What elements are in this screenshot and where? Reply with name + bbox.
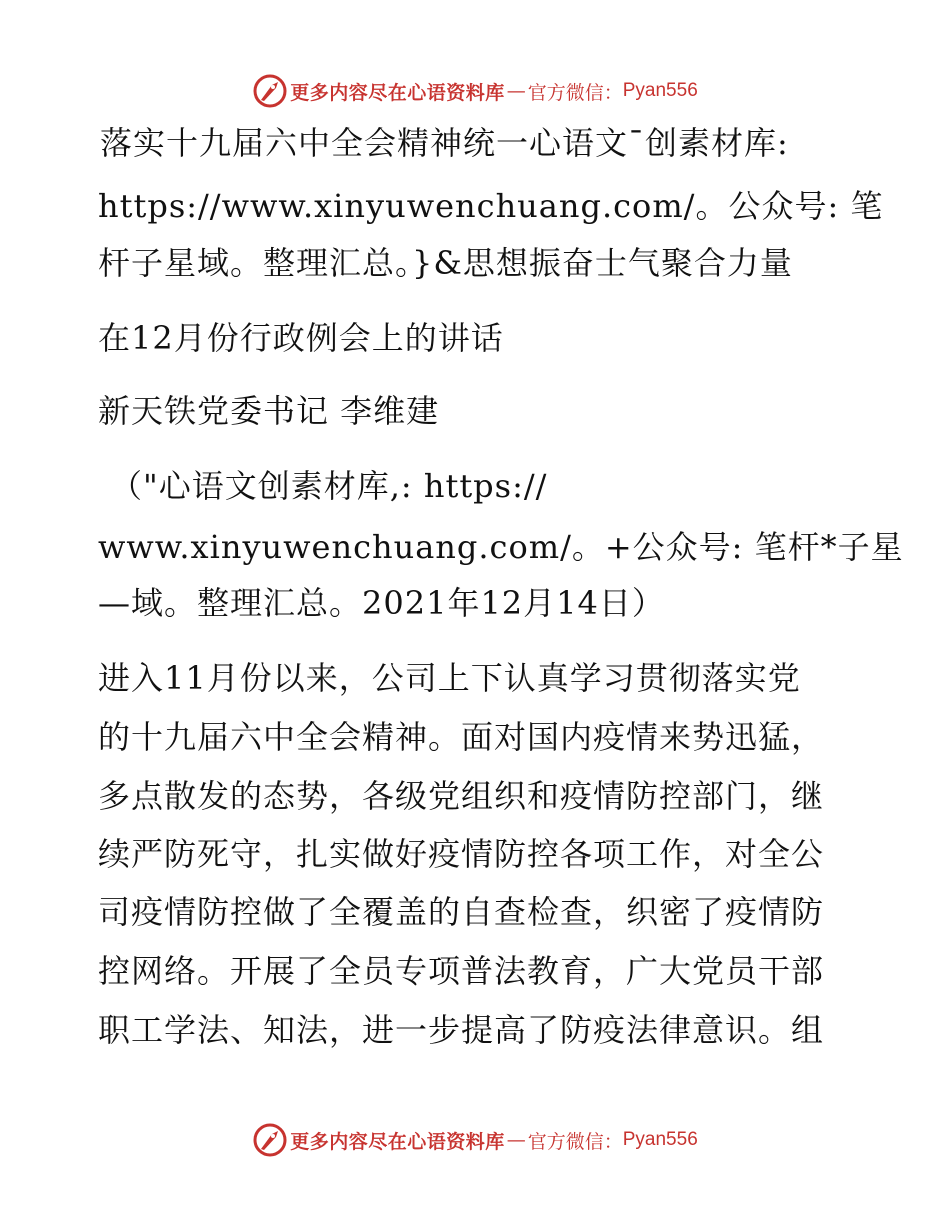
text-line: https://www.xinyuwenchuang.com/。公众号: 笔 xyxy=(98,187,884,225)
text-line: 杆子星域。整理汇总。}&思想振奋士气聚合力量 xyxy=(98,244,793,282)
paragraph-line: 续严防死守，扎实做好疫情防控各项工作，对全公 xyxy=(98,835,825,873)
banner-dash: — xyxy=(506,1129,526,1151)
text-line: www.xinyuwenchuang.com/。+公众号: 笔杆*子星 xyxy=(98,528,904,566)
header-watermark-banner xyxy=(0,71,950,111)
paragraph-line: 职工学法、知法，进一步提高了防疫法律意识。组 xyxy=(98,1011,825,1049)
text-line: （"心语文创素材库,: https:// xyxy=(110,467,548,505)
banner-slogan: 更多内容尽在心语资料库 xyxy=(290,1130,505,1153)
banner-slogan: 更多内容尽在心语资料库 xyxy=(290,81,505,104)
banner-wechat-id: Pyan556 xyxy=(622,80,698,101)
document-title: 在12月份行政例会上的讲话 xyxy=(98,319,504,357)
paragraph-line: 司疫情防控做了全覆盖的自查检查，织密了疫情防 xyxy=(98,893,825,931)
document-author: 新天铁党委书记 李维建 xyxy=(98,392,440,430)
pen-logo-icon xyxy=(252,73,288,109)
banner-official-label: 官方微信： xyxy=(527,1130,623,1153)
paragraph-line: 的十九届六中全会精神。面对国内疫情来势迅猛， xyxy=(98,718,825,756)
paragraph-line: 控网络。开展了全员专项普法教育，广大党员干部 xyxy=(98,952,825,990)
pen-logo-icon xyxy=(252,1122,288,1158)
banner-official-label: 官方微信： xyxy=(527,81,623,104)
footer-watermark-banner xyxy=(0,1120,950,1160)
text-line: 落实十九届六中全会精神统一心语文¯创素材库: xyxy=(100,124,789,162)
banner-dash: — xyxy=(506,80,526,102)
banner-wechat-id: Pyan556 xyxy=(622,1129,698,1150)
paragraph-line: 进入11月份以来，公司上下认真学习贯彻落实党 xyxy=(98,659,801,697)
paragraph-line: 多点散发的态势，各级党组织和疫情防控部门，继 xyxy=(98,777,825,815)
text-line: —域。整理汇总。2021年12月14日） xyxy=(98,584,665,622)
